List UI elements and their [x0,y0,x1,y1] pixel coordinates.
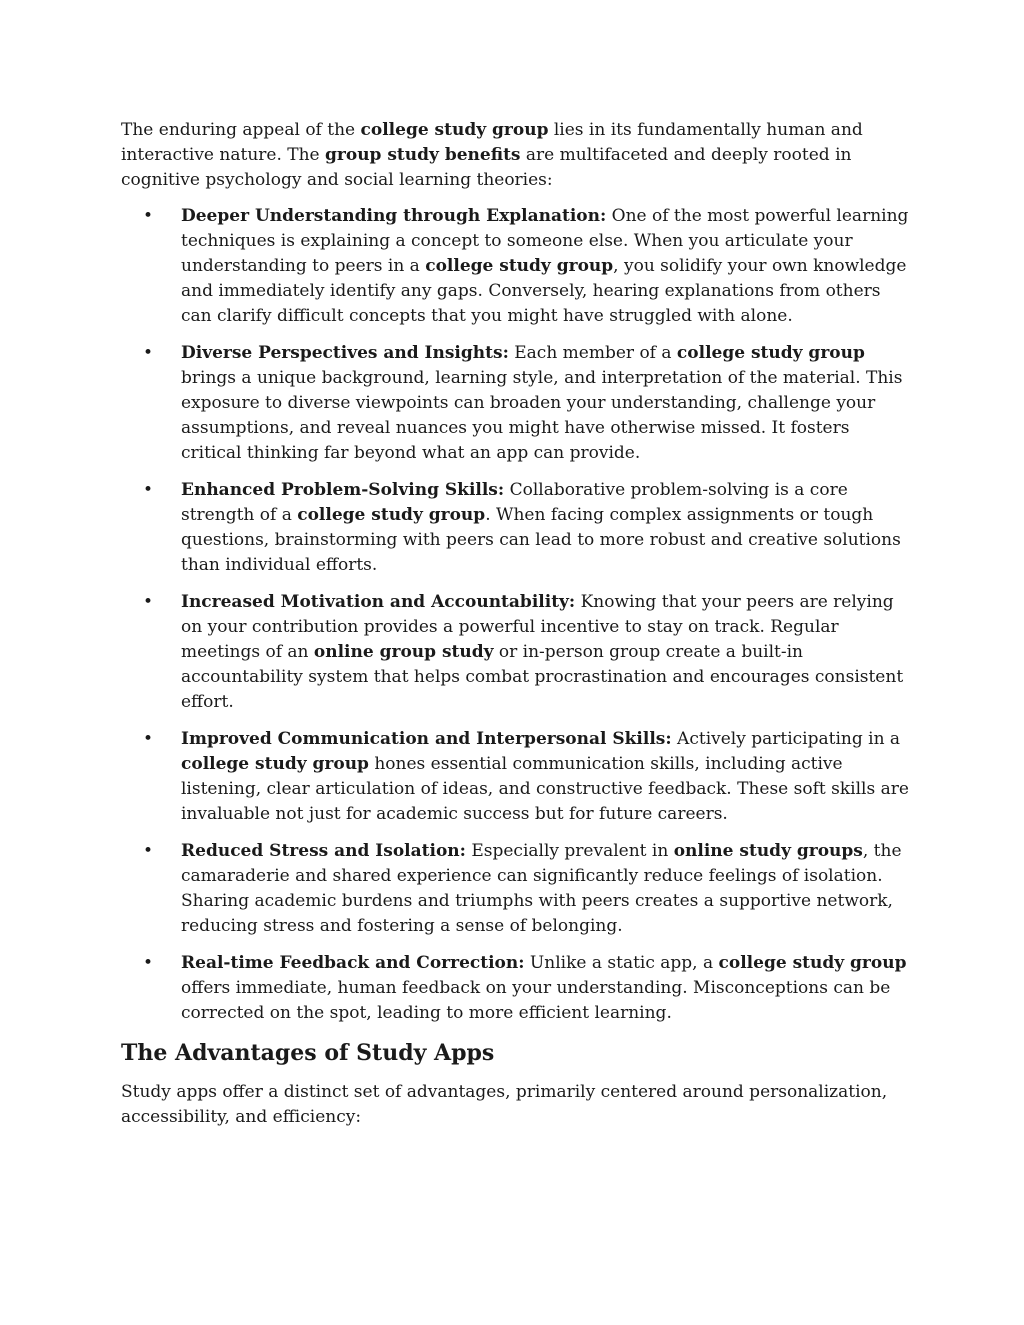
text-run: Unlike a static app, a [524,953,719,973]
list-item [121,951,911,1026]
text-run: , you solidify your own knowledge and immediately identify any gaps. Conversely, hearing explanations from others can clarify difficult concepts that you might have struggled with alone. [181,256,907,326]
text-run: Each member of a [508,343,677,363]
bullet-icon: • [143,729,154,749]
list-item [121,590,911,715]
text-run: lies in its fundamentally human and interactive nature. The [121,120,863,165]
intro-paragraph [121,118,911,193]
list-item [121,839,911,939]
text-run: Actively participating in a [671,729,901,749]
bold-text: Real-time Feedback and Correction: [181,953,525,973]
text-run: Collaborative problem-solving is a core strength of a [181,480,848,525]
bold-text: Deeper Understanding through Explanation: [181,206,607,226]
bold-text: college study group [718,953,907,973]
list-item-text [181,953,906,1023]
text-run: Knowing that your peers are relying on your contribution provides a powerful incentive to stay on track. Regular meetings of an [181,592,894,662]
bullet-icon: • [143,480,154,500]
bold-text: college study group [676,343,865,363]
list-item-text [181,343,902,463]
text-run: Especially prevalent in [465,841,674,861]
list-item [121,341,911,466]
list-item-text [181,729,909,824]
bold-text: college study group [297,505,486,525]
bullet-icon: • [143,592,154,612]
text-run: , the camaraderie and shared experience can significantly reduce feelings of isolation. Sharing academic burdens and triumphs with peers creates a supportive network, reducing stress and fostering a sense of belonging. [181,841,902,936]
text-run: offers immediate, human feedback on your understanding. Misconceptions can be corrected on the spot, leading to more efficient learning. [181,978,891,1023]
bold-text: Diverse Perspectives and Insights: [181,343,509,363]
list-item-text [181,841,902,936]
text-run: brings a unique background, learning style, and interpretation of the material. This exposure to diverse viewpoints can broaden your understanding, challenge your assumptions, and reveal nuances you might have otherwise missed. It fosters critical thinking far beyond what an app can provide. [181,368,903,463]
bold-text: group study benefits [325,145,521,165]
bullet-icon: • [143,953,154,973]
bullet-icon: • [143,343,154,363]
text-run: One of the most powerful learning techniques is explaining a concept to someone else. When you articulate your understanding to peers in a [181,206,909,276]
bold-text: college study group [181,754,369,774]
bold-text: online study groups [673,841,863,861]
bold-text: Enhanced Problem-Solving Skills: [181,480,505,500]
text-run: The enduring appeal of the [121,120,361,140]
bold-text: Improved Communication and Interpersonal Skills: [181,729,672,749]
bold-text: college study group [425,256,614,276]
list-item-text [181,480,901,575]
benefits-list [121,204,911,1026]
bullet-icon: • [143,841,154,861]
text-run: or in-person group create a built-in accountability system that helps combat procrastination and encourages consistent effort. [181,642,904,712]
bold-text: Reduced Stress and Isolation: [181,841,466,861]
section-heading: The Advantages of Study Apps [121,1040,495,1066]
bold-text: Increased Motivation and Accountability: [181,592,576,612]
bullet-icon: • [143,206,154,226]
text-run: hones essential communication skills, including active listening, clear articulation of ideas, and constructive feedback. These soft skills are invaluable not just for academic success but for future careers. [181,754,909,824]
text-run: . When facing complex assignments or tough questions, brainstorming with peers can lead to more robust and creative solutions than individual efforts. [181,505,901,575]
list-item [121,478,911,578]
bold-text: college study group [360,120,549,140]
document-page [121,118,911,1130]
closing-paragraph: Study apps offer a distinct set of advantages, primarily centered around personalization, accessibility, and efficiency: [121,1082,888,1127]
bold-text: online group study [313,642,494,662]
list-item [121,204,911,329]
list-item [121,727,911,827]
text-run: are multifaceted and deeply rooted in cognitive psychology and social learning theories: [121,145,852,190]
list-item-text [181,206,908,326]
list-item-text [181,592,903,712]
